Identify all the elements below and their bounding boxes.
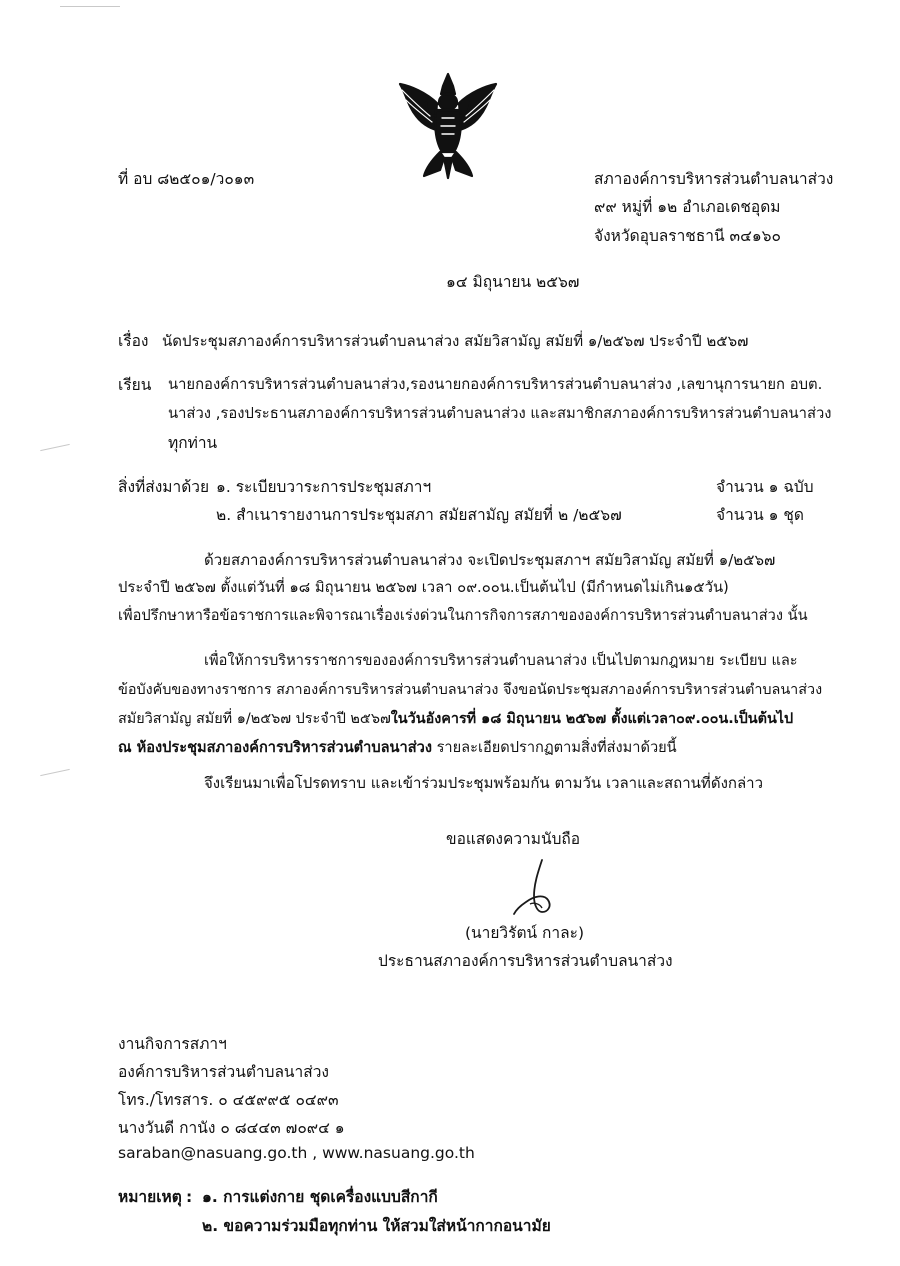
enclosure-quantity: จำนวน ๑ ชุด — [716, 506, 804, 524]
sender-address-line: สภาองค์การบริหารส่วนตำบลนาส่วง — [594, 170, 834, 188]
recipient-line: ทุกท่าน — [168, 434, 218, 452]
note-colon: : — [186, 1188, 193, 1206]
contact-line: โทร./โทรสาร. ๐ ๔๕๙๙๕ ๐๔๙๓ — [118, 1091, 339, 1109]
body-paragraph-line: ข้อบังคับของทางราชการ สภาองค์การบริหารส่วนตำบลนาส่วง จึงขอนัดประชุมสภาองค์การบริหารส่วนตำบลนาส่วง — [118, 682, 823, 698]
enclosure-item: ๑. ระเบียบวาระการประชุมสภาฯ — [216, 478, 432, 496]
closing-phrase: ขอแสดงความนับถือ — [446, 830, 581, 848]
letter-date: ๑๔ มิถุนายน ๒๕๖๗ — [446, 273, 580, 291]
meeting-datetime: ในวันอังคารที่ ๑๘ มิถุนายน ๒๕๖๗ ตั้งแต่เวลา๐๙.๐๐น.เป็นต้นไป — [390, 711, 794, 727]
meeting-location: ณ ห้องประชุมสภาองค์การบริหารส่วนตำบลนาส่วง — [118, 739, 432, 756]
recipient-line: นายกองค์การบริหารส่วนตำบลนาส่วง,รองนายกองค์การบริหารส่วนตำบลนาส่วง ,เลขานุการนายก อบต. — [168, 376, 823, 393]
signer-name: (นายวิรัตน์ กาละ) — [465, 924, 585, 942]
contact-line: งานกิจการสภาฯ — [118, 1035, 227, 1053]
recipient-line: นาส่วง ,รองประธานสภาองค์การบริหารส่วนตำบลนาส่วง และสมาชิกสภาองค์การบริหารส่วนตำบลนาส่วง — [168, 405, 832, 422]
body-paragraph-line: เพื่อให้การบริหารราชการขององค์การบริหารส่วนตำบลนาส่วง เป็นไปตามกฎหมาย ระเบียบ และ — [204, 652, 798, 669]
note-item: ๒. ขอความร่วมมือทุกท่าน ให้สวมใส่หน้ากากอนามัย — [202, 1217, 551, 1235]
body-paragraph-line: เพื่อปรึกษาหารือข้อราชการและพิจารณาเรื่องเร่งด่วนในการกิจการสภาขององค์การบริหารส่วนตำบลนาส่วง นั้น — [118, 607, 808, 624]
body-paragraph-line — [118, 712, 793, 726]
sender-address-line: จังหวัดอุบลราชธานี ๓๔๑๖๐ — [594, 227, 781, 245]
contact-line: องค์การบริหารส่วนตำบลนาส่วง — [118, 1063, 329, 1081]
reference-number: ที่ อบ ๘๒๕๐๑/ว๐๑๓ — [118, 170, 255, 188]
garuda-emblem-icon — [396, 72, 500, 180]
contact-line: นางวันดี กานัง ๐ ๘๔๔๓ ๗๐๙๔ ๑ — [118, 1119, 345, 1137]
enclosures-label: สิ่งที่ส่งมาด้วย — [118, 478, 210, 496]
scan-artifact — [40, 444, 70, 451]
body-text: รายละเอียดปรากฏตามสิ่งที่ส่งมาด้วยนี้ — [431, 739, 677, 756]
scan-artifact — [40, 769, 70, 776]
note-item: ๑. การแต่งกาย ชุดเครื่องแบบสีกากี — [202, 1188, 438, 1206]
body-paragraph-line: ประจำปี ๒๕๖๗ ตั้งแต่วันที่ ๑๘ มิถุนายน ๒๕๖๗ เวลา ๐๙.๐๐น.เป็นต้นไป (มีกำหนดไม่เกิน๑๕วัน) — [118, 579, 729, 596]
subject-label: เรื่อง — [118, 332, 149, 350]
scan-artifact — [60, 6, 120, 7]
subject-text: นัดประชุมสภาองค์การบริหารส่วนตำบลนาส่วง สมัยวิสามัญ สมัยที่ ๑/๒๕๖๗ ประจำปี ๒๕๖๗ — [162, 332, 749, 350]
enclosure-quantity: จำนวน ๑ ฉบับ — [716, 478, 814, 496]
sender-address-line: ๙๙ หมู่ที่ ๑๒ อำเภอเดชอุดม — [594, 198, 781, 216]
note-label: หมายเหตุ — [118, 1188, 182, 1206]
signer-position: ประธานสภาองค์การบริหารส่วนตำบลนาส่วง — [378, 952, 673, 970]
body-paragraph-line: ด้วยสภาองค์การบริหารส่วนตำบลนาส่วง จะเปิดประชุมสภาฯ สมัยวิสามัญ สมัยที่ ๑/๒๕๖๗ — [204, 551, 776, 569]
body-text: สมัยวิสามัญ สมัยที่ ๑/๒๕๖๗ ประจำปี ๒๕๖๗ — [118, 711, 391, 727]
recipient-label: เรียน — [118, 376, 152, 394]
enclosure-item: ๒. สำเนารายงานการประชุมสภา สมัยสามัญ สมัยที่ ๒ /๒๕๖๗ — [216, 506, 622, 524]
contact-email-website: saraban@nasuang.go.th , www.nasuang.go.th — [118, 1144, 475, 1162]
handwritten-signature-icon — [512, 858, 558, 918]
body-paragraph-line — [118, 741, 677, 756]
body-paragraph-line: จึงเรียนมาเพื่อโปรดทราบ และเข้าร่วมประชุมพร้อมกัน ตามวัน เวลาและสถานที่ดังกล่าว — [204, 774, 764, 792]
